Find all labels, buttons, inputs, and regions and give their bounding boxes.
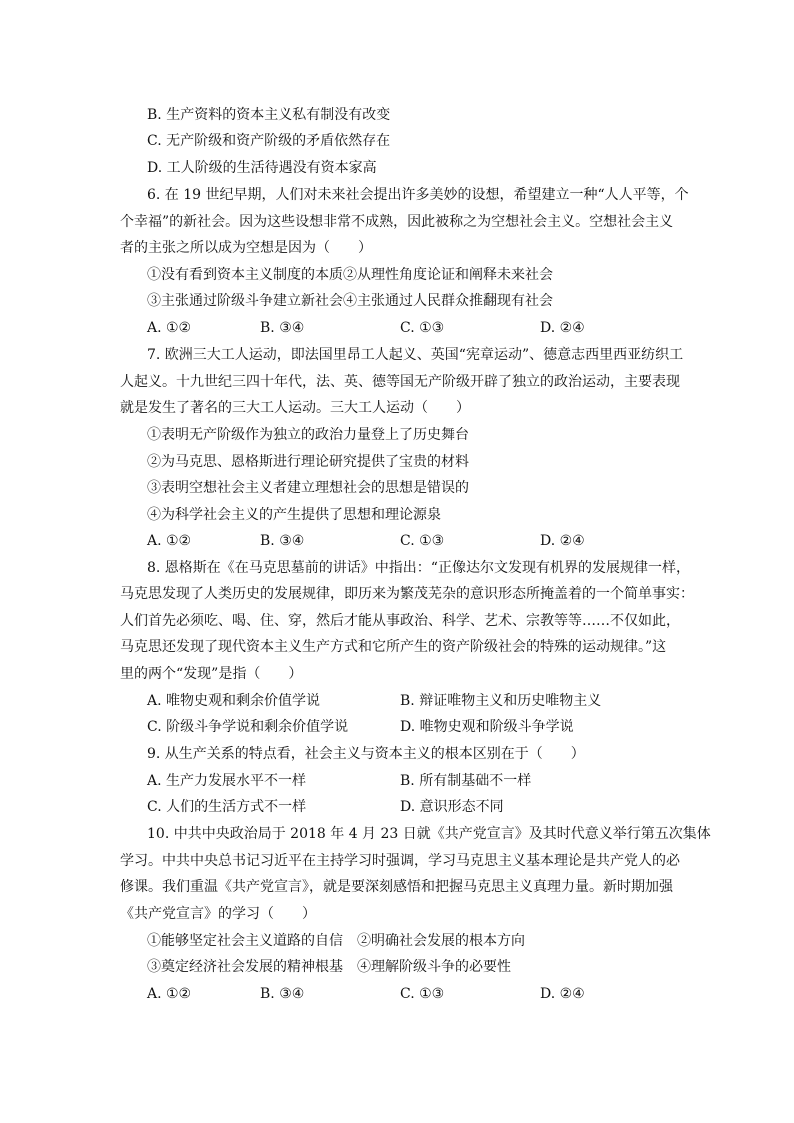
q7-option-a: A. ①② <box>147 533 192 549</box>
q7-statement: ④为科学社会主义的产生提供了思想和理论源泉 <box>147 507 441 523</box>
q8-stem-line: 里的两个“发现”是指（ ） <box>120 666 303 682</box>
q10-stem-line: 学习。中共中央总书记习近平在主持学习时强调，学习马克思主义基本理论是共产党人的必 <box>120 853 680 869</box>
q8-stem-line: 8. 恩格斯在《在马克思墓前的讲话》中指出：“正像达尔文发现有机界的发展规律一样， <box>147 560 690 576</box>
q8-option-b: B. 辩证唯物主义和历史唯物主义 <box>400 693 602 709</box>
q8-stem-line: 马克思还发现了现代资本主义生产方式和它所产生的资产阶级社会的特殊的运动规律。”这 <box>120 639 667 655</box>
q10-option-d: D. ②④ <box>540 986 585 1002</box>
q9-option-c: C. 人们的生活方式不一样 <box>147 799 307 815</box>
q10-statement: ③奠定经济社会发展的精神根基 ④理解阶级斗争的必要性 <box>147 959 511 975</box>
q6-stem-line: 6. 在 19 世纪早期，人们对未来社会提出许多美妙的设想，希望建立一种“人人平等，个 <box>147 187 689 203</box>
q7-statement: ③表明空想社会主义者建立理想社会的思想是错误的 <box>147 480 469 496</box>
q5-option-b: B. 生产资料的资本主义私有制没有改变 <box>147 107 391 123</box>
q5-option-c: C. 无产阶级和资产阶级的矛盾依然存在 <box>147 133 391 149</box>
q9-option-b: B. 所有制基础不一样 <box>400 773 532 789</box>
q10-statement: ①能够坚定社会主义道路的自信 ②明确社会发展的根本方向 <box>147 933 525 949</box>
q6-stem-line: 个幸福”的新社会。因为这些设想非常不成熟，因此被称之为空想社会主义。空想社会主义 <box>120 214 674 230</box>
q6-option-c: C. ①③ <box>400 320 445 336</box>
q10-stem-line: 修课。我们重温《共产党宣言》，就是要深刻感悟和把握马克思主义真理力量。新时期加强 <box>120 879 673 895</box>
q10-option-c: C. ①③ <box>400 986 445 1002</box>
q9-stem-line: 9. 从生产关系的特点看，社会主义与资本主义的根本区别在于（ ） <box>147 746 585 762</box>
q8-option-a: A. 唯物史观和剩余价值学说 <box>147 693 321 709</box>
q6-option-a: A. ①② <box>147 320 192 336</box>
q7-statement: ②为马克思、恩格斯进行理论研究提供了宝贵的材料 <box>147 454 469 470</box>
q6-stem-line: 者的主张之所以成为空想是因为（ ） <box>120 240 372 256</box>
q8-stem-line: 马克思发现了人类历史的发展规律，即历来为繁茂芜杂的意识形态所掩盖着的一个简单事实： <box>120 586 694 602</box>
q7-option-b: B. ③④ <box>260 533 305 549</box>
q9-option-d: D. 意识形态不同 <box>400 799 504 815</box>
q5-option-d: D. 工人阶级的生活待遇没有资本家高 <box>147 160 377 176</box>
q8-stem-line: 人们首先必须吃、喝、住、穿，然后才能从事政治、科学、艺术、宗教等等……不仅如此， <box>120 613 680 629</box>
q9-option-a: A. 生产力发展水平不一样 <box>147 773 307 789</box>
q10-option-a: A. ①② <box>147 986 192 1002</box>
q6-statement: ③主张通过阶级斗争建立新社会④主张通过人民群众推翻现有社会 <box>147 293 553 309</box>
q10-stem-line: 10. 中共中央政治局于 2018 年 4 月 23 日就《共产党宣言》及其时代意义举行第五次集体 <box>147 826 711 842</box>
q6-option-d: D. ②④ <box>540 320 585 336</box>
q7-statement: ①表明无产阶级作为独立的政治力量登上了历史舞台 <box>147 427 469 443</box>
q7-option-d: D. ②④ <box>540 533 585 549</box>
q8-option-c: C. 阶级斗争学说和剩余价值学说 <box>147 719 349 735</box>
q7-option-c: C. ①③ <box>400 533 445 549</box>
q7-stem-line: 7. 欧洲三大工人运动，即法国里昂工人起义、英国“宪章运动”、德意志西里西亚纺织工 <box>147 347 684 363</box>
q7-stem-line: 就是发生了著名的三大工人运动。三大工人运动（ ） <box>120 400 470 416</box>
q10-stem-line: 《共产党宣言》的学习（ ） <box>120 906 316 922</box>
q6-statement: ①没有看到资本主义制度的本质②从理性角度论证和阐释未来社会 <box>147 267 553 283</box>
q8-option-d: D. 唯物史观和阶级斗争学说 <box>400 719 574 735</box>
q10-option-b: B. ③④ <box>260 986 305 1002</box>
q6-option-b: B. ③④ <box>260 320 305 336</box>
q7-stem-line: 人起义。十九世纪三四十年代，法、英、德等国无产阶级开辟了独立的政治运动，主要表现 <box>120 374 680 390</box>
